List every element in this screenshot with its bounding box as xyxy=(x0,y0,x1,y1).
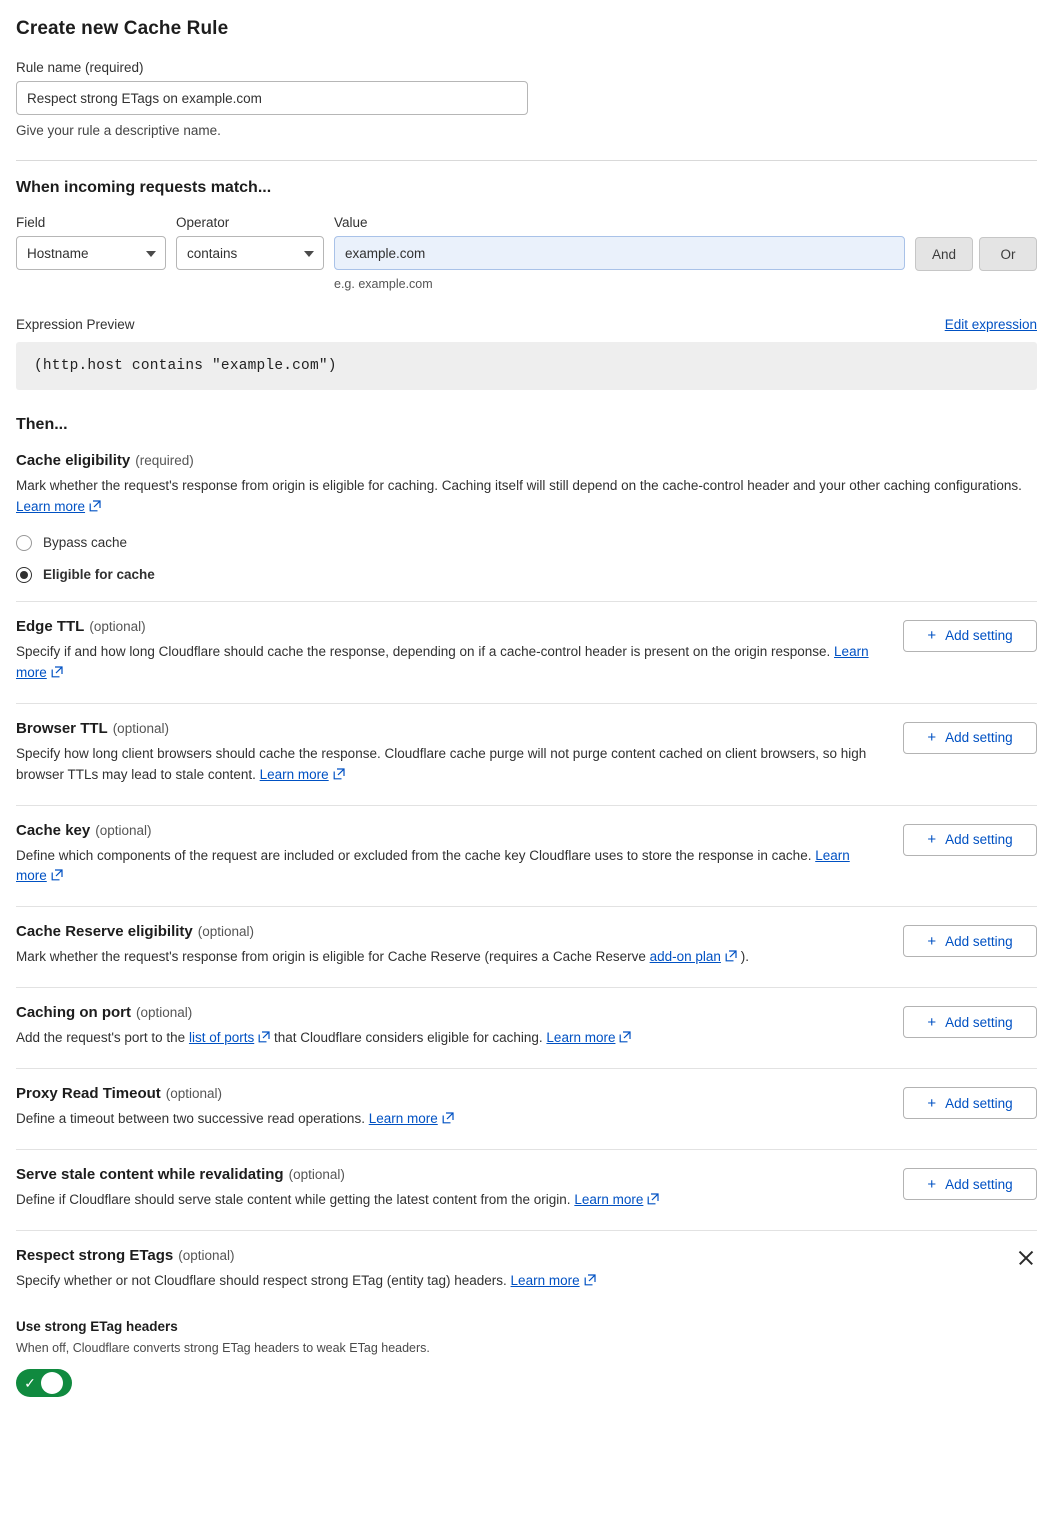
setting-desc-text: Specify if and how long Cloudflare should cache the response, depending on if a cache-control header is present on the origin response. xyxy=(16,643,831,659)
radio-icon xyxy=(16,535,32,551)
divider xyxy=(16,987,1037,988)
setting-main xyxy=(16,720,879,787)
external-link-icon xyxy=(647,1191,659,1212)
check-icon: ✓ xyxy=(24,1374,36,1391)
learn-more-link[interactable]: Learn more xyxy=(510,1273,580,1289)
value-label: Value xyxy=(334,215,368,230)
external-link-icon xyxy=(333,766,345,787)
setting-optional: (optional) xyxy=(112,720,169,736)
expression-header xyxy=(16,317,1037,332)
setting-title-text: Cache key xyxy=(16,821,91,839)
setting-desc xyxy=(16,947,876,969)
operator-column xyxy=(176,215,324,270)
plus-icon: + xyxy=(927,729,937,747)
rule-name-group xyxy=(16,60,1037,138)
field-column xyxy=(16,215,166,270)
setting-title xyxy=(16,822,879,839)
etag-toggle-desc: When off, Cloudflare converts strong ETag headers to weak ETag headers. xyxy=(16,1340,430,1355)
add-setting-label: Add setting xyxy=(945,933,1013,949)
setting-cache-key xyxy=(16,822,1037,889)
setting-title xyxy=(16,923,879,940)
cache-eligibility-title-text: Cache eligibility xyxy=(16,452,131,469)
setting-desc-text: Define a timeout between two successive read operations. xyxy=(16,1111,365,1127)
rule-name-label: Rule name (required) xyxy=(16,60,144,75)
learn-more-link[interactable]: Learn more xyxy=(16,643,869,680)
etag-title xyxy=(16,1247,596,1264)
use-strong-etag-headers-toggle[interactable] xyxy=(16,1369,72,1397)
plus-icon: + xyxy=(927,1175,937,1193)
setting-title xyxy=(16,618,879,635)
setting-desc-after: ). xyxy=(740,949,749,965)
setting-desc-text: Add the request's port to the xyxy=(16,1030,186,1046)
etag-toggle-label: Use strong ETag headers xyxy=(16,1318,178,1334)
learn-more-link[interactable]: Learn more xyxy=(574,1192,644,1208)
field-select[interactable] xyxy=(16,236,166,270)
setting-optional: (optional) xyxy=(165,1086,223,1102)
setting-main xyxy=(16,1085,879,1131)
rule-name-input[interactable] xyxy=(16,81,528,115)
setting-main xyxy=(16,1166,879,1212)
close-icon[interactable] xyxy=(1015,1247,1037,1269)
learn-more-link[interactable]: Learn more xyxy=(546,1030,616,1046)
add-setting-button-caching-on-port[interactable] xyxy=(903,1006,1037,1038)
setting-desc xyxy=(16,846,876,889)
radio-bypass-cache-label: Bypass cache xyxy=(43,535,128,551)
setting-desc xyxy=(16,1190,876,1212)
setting-optional: (optional) xyxy=(197,924,255,940)
etag-desc-text: Specify whether or not Cloudflare should respect strong ETag (entity tag) headers. xyxy=(16,1273,507,1289)
plus-icon: + xyxy=(927,627,937,645)
page-title: Create new Cache Rule xyxy=(16,18,229,39)
cache-eligibility-block xyxy=(16,452,1037,583)
external-link-icon xyxy=(725,948,737,969)
add-on-plan-link[interactable]: add-on plan xyxy=(649,949,721,965)
radio-bypass-cache[interactable] xyxy=(16,535,1037,551)
add-setting-button-serve-stale[interactable] xyxy=(903,1168,1037,1200)
setting-serve-stale-content xyxy=(16,1166,1037,1212)
add-setting-label: Add setting xyxy=(945,832,1013,848)
cache-eligibility-title xyxy=(16,452,1037,469)
setting-cache-reserve-eligibility xyxy=(16,923,1037,969)
chevron-down-icon xyxy=(304,251,314,257)
rule-name-help: Give your rule a descriptive name. xyxy=(16,123,221,138)
toggle-knob xyxy=(41,1372,63,1394)
setting-desc-text: Specify how long client browsers should cache the response. Cloudflare cache purge will not purge content cached on client browsers, so high browser TTLs may lead to stale content. xyxy=(16,745,867,782)
field-select-value: Hostname xyxy=(27,245,89,261)
chevron-down-icon xyxy=(146,251,156,257)
divider xyxy=(16,805,1037,806)
setting-title-text: Serve stale content while revalidating xyxy=(16,1166,284,1184)
setting-title-text: Cache Reserve eligibility xyxy=(16,923,193,941)
divider xyxy=(16,703,1037,704)
setting-edge-ttl xyxy=(16,618,1037,685)
add-setting-button-browser-ttl[interactable] xyxy=(903,722,1037,754)
external-link-icon xyxy=(258,1029,270,1050)
cache-eligibility-learn-more-link[interactable]: Learn more xyxy=(16,498,86,514)
add-setting-label: Add setting xyxy=(945,628,1013,644)
divider xyxy=(16,1230,1037,1231)
etag-header-main xyxy=(16,1247,596,1293)
setting-respect-strong-etags xyxy=(16,1247,1037,1397)
external-link-icon xyxy=(51,867,63,888)
setting-optional: (optional) xyxy=(89,618,146,634)
setting-proxy-read-timeout xyxy=(16,1085,1037,1131)
external-link-icon xyxy=(51,664,63,685)
divider xyxy=(16,601,1037,602)
setting-main xyxy=(16,618,879,685)
add-setting-label: Add setting xyxy=(945,730,1013,746)
external-link-icon xyxy=(442,1110,454,1131)
setting-title xyxy=(16,1085,879,1102)
add-setting-button-edge-ttl[interactable] xyxy=(903,620,1037,652)
setting-title xyxy=(16,1166,879,1183)
learn-more-link[interactable]: Learn more xyxy=(16,847,850,884)
plus-icon: + xyxy=(927,1013,937,1031)
value-hint: e.g. example.com xyxy=(334,277,433,291)
add-setting-label: Add setting xyxy=(945,1014,1013,1030)
operator-label: Operator xyxy=(176,215,230,230)
setting-desc xyxy=(16,1109,876,1131)
plus-icon: + xyxy=(927,831,937,849)
expression-preview-text: (http.host contains "example.com") xyxy=(16,342,1037,390)
setting-caching-on-port xyxy=(16,1004,1037,1050)
operator-select[interactable] xyxy=(176,236,324,270)
cache-eligibility-desc-text: Mark whether the request's response from origin is eligible for caching. Caching itself will still depend on the cache-control header and your other caching configurations. xyxy=(16,478,1022,493)
etag-optional: (optional) xyxy=(178,1248,235,1264)
add-setting-button-cache-key[interactable] xyxy=(903,824,1037,856)
external-link-icon xyxy=(619,1029,631,1050)
match-section-title: When incoming requests match... xyxy=(16,179,272,196)
setting-browser-ttl xyxy=(16,720,1037,787)
setting-optional: (optional) xyxy=(136,1005,193,1021)
add-setting-label: Add setting xyxy=(945,1095,1013,1111)
setting-desc-mid: that Cloudflare considers eligible for caching. xyxy=(274,1030,543,1046)
setting-main xyxy=(16,822,879,889)
setting-main xyxy=(16,1004,879,1050)
learn-more-link[interactable]: Learn more xyxy=(368,1111,438,1127)
edit-expression-link[interactable]: Edit expression xyxy=(944,317,1037,332)
value-column xyxy=(334,215,905,291)
plus-icon: + xyxy=(927,932,937,950)
setting-desc xyxy=(16,642,876,685)
external-link-icon xyxy=(584,1272,596,1293)
cache-eligibility-optional: (required) xyxy=(135,453,194,468)
setting-title-text: Browser TTL xyxy=(16,719,108,737)
setting-optional: (optional) xyxy=(288,1167,345,1183)
add-setting-label: Add setting xyxy=(945,1176,1013,1192)
radio-eligible-for-cache[interactable] xyxy=(16,567,1037,583)
radio-icon-selected xyxy=(16,567,32,583)
add-setting-button-cache-reserve[interactable] xyxy=(903,925,1037,957)
etag-desc xyxy=(16,1271,596,1293)
setting-desc xyxy=(16,744,876,787)
setting-title-text: Proxy Read Timeout xyxy=(16,1085,161,1103)
setting-title xyxy=(16,1004,879,1021)
setting-desc-text: Mark whether the request's response from origin is eligible for Cache Reserve (requires a Cache Reserve xyxy=(16,949,646,965)
cache-eligibility-desc xyxy=(16,476,1026,519)
list-of-ports-link[interactable]: list of ports xyxy=(188,1030,255,1046)
setting-title xyxy=(16,720,879,737)
divider xyxy=(16,906,1037,907)
and-or-group xyxy=(915,215,1037,271)
external-link-icon xyxy=(89,498,101,519)
setting-desc-text: Define which components of the request are included or excluded from the cache key Cloudflare uses to store the response in cache. xyxy=(16,847,812,863)
operator-select-value: contains xyxy=(187,245,238,261)
then-section-title: Then... xyxy=(16,416,68,433)
setting-desc xyxy=(16,1028,876,1050)
setting-optional: (optional) xyxy=(95,822,152,838)
expression-preview-label: Expression Preview xyxy=(16,317,135,332)
setting-desc-text: Define if Cloudflare should serve stale content while getting the latest content from the origin. xyxy=(16,1192,571,1208)
etag-header-row xyxy=(16,1247,1037,1293)
etag-title-text: Respect strong ETags xyxy=(16,1247,174,1265)
divider xyxy=(16,1068,1037,1069)
and-button[interactable]: And xyxy=(915,237,973,271)
setting-main xyxy=(16,923,879,969)
add-setting-button-proxy-read-timeout[interactable] xyxy=(903,1087,1037,1119)
divider xyxy=(16,160,1037,161)
learn-more-link[interactable]: Learn more xyxy=(259,766,329,782)
or-button[interactable]: Or xyxy=(979,237,1037,271)
divider xyxy=(16,1149,1037,1150)
match-row xyxy=(16,215,1037,291)
field-label: Field xyxy=(16,215,46,230)
plus-icon: + xyxy=(927,1094,937,1112)
setting-title-text: Caching on port xyxy=(16,1004,131,1022)
setting-title-text: Edge TTL xyxy=(16,617,85,635)
value-input[interactable] xyxy=(334,236,905,270)
radio-eligible-for-cache-label: Eligible for cache xyxy=(43,567,155,583)
